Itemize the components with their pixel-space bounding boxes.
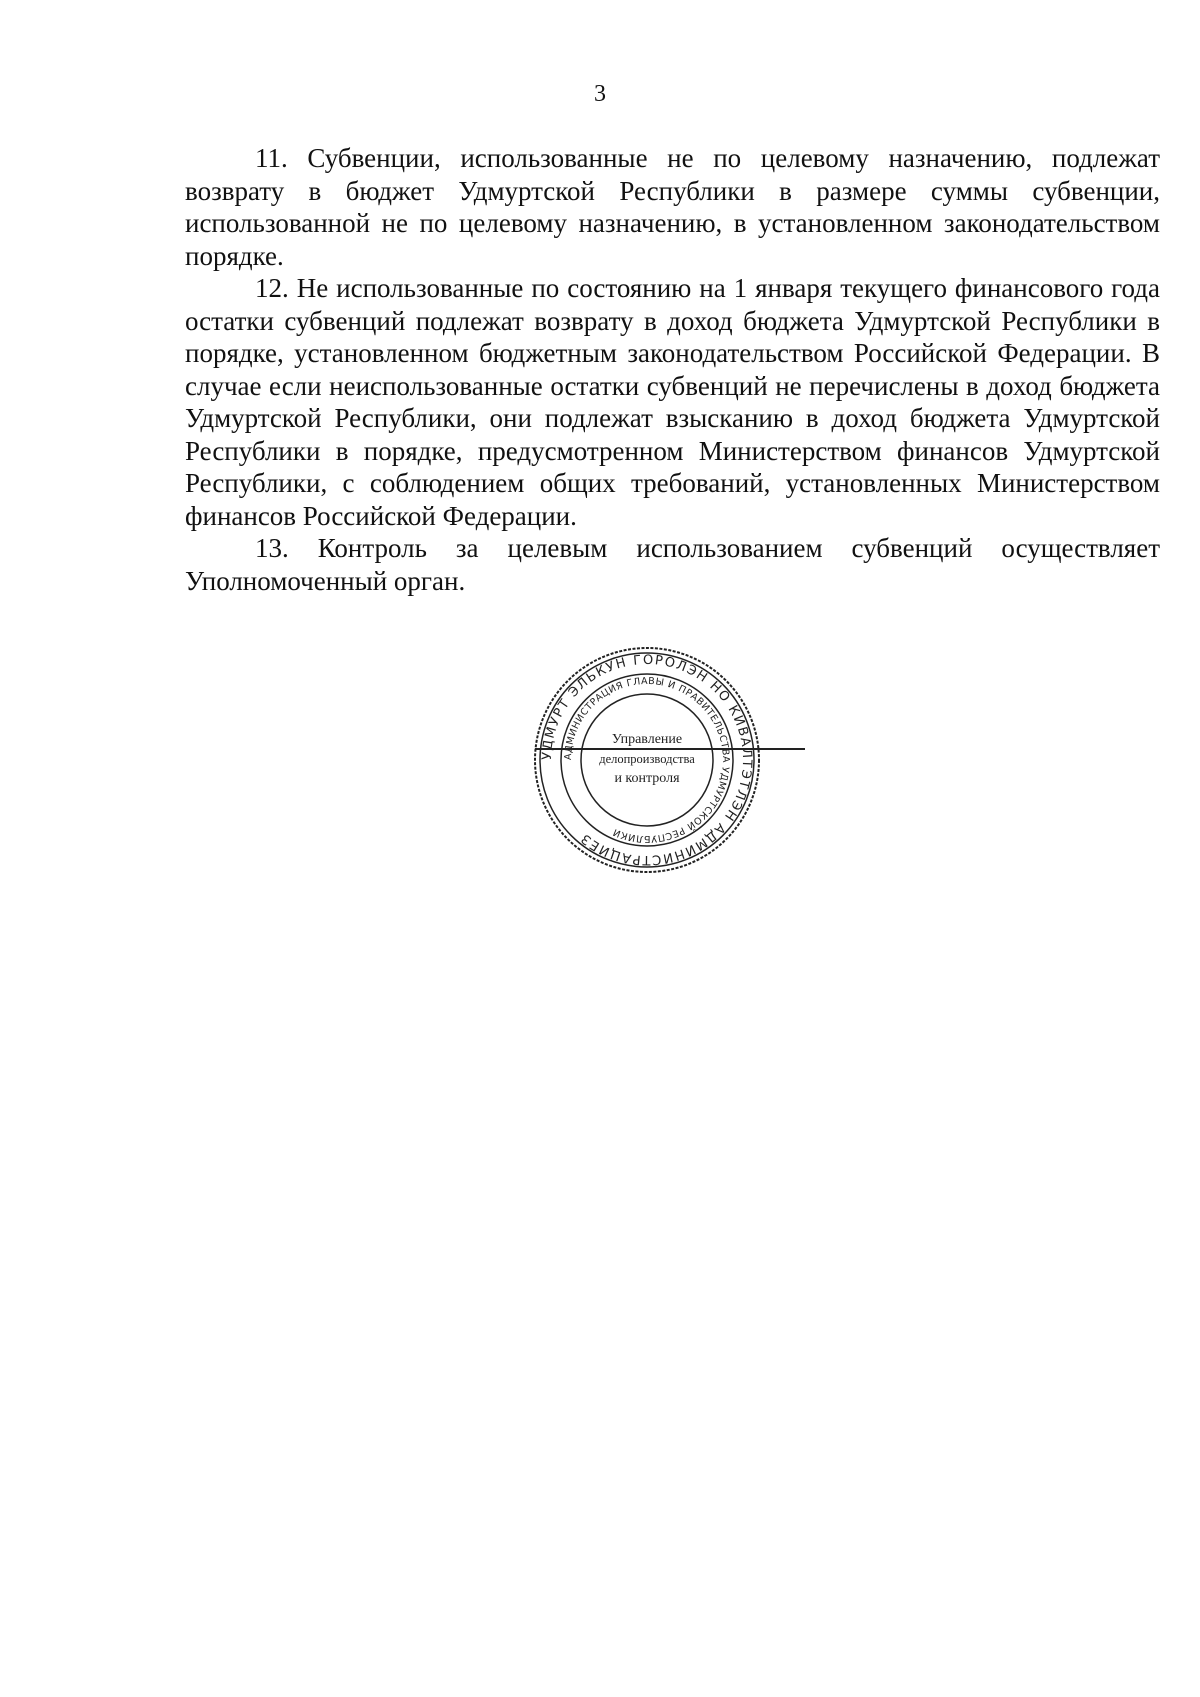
official-stamp [532,645,762,875]
stamp-outer-text-path: УДМУРТ ЭЛЬКУН ГОРОЛЭН НО КИВАЛТЭТЛЭН АДМИНИСТРАЦИЕЗ [539,652,755,868]
page-number: 3 [594,81,606,107]
document-body [185,142,1160,597]
paragraph-11: 11. Субвенции, использованные не по целевому назначению, подлежат возврату в бюджет Удмуртской Республики в размере суммы субвенции, использованной не по целевому назначению, в установленном законодательством порядке. [185,143,1160,271]
stamp-center-line-1: Управление [611,732,683,747]
stamp-center-line-3: и контроля [614,771,680,786]
stamp-inner-text-path: АДМИНИСТРАЦИЯ ГЛАВЫ И ПРАВИТЕЛЬСТВА УДМУРТСКОЙ РЕСПУБЛИКИ [562,675,732,845]
paragraph-12: 12. Не использованные по состоянию на 1 января текущего финансового года остатки субвенций подлежат возврату в доход бюджета Удмуртской Республики в порядке, установленном бюджетным законодательством Российской Федерации. В случае если неиспользованные остатки субвенций не перечислены в доход бюджета Удмуртской Республики, они подлежат взысканию в доход бюджета Удмуртской Республики в порядке, предусмотренном Министерством финансов Удмуртской Республики, с соблюдением общих требований, установленных Министерством финансов Российской Федерации. [185,273,1160,531]
stamp-center-line-2: делопроизводства [599,752,695,766]
paragraph-13: 13. Контроль за целевым использованием субвенций осуществляет Уполномоченный орган. [185,533,1160,596]
